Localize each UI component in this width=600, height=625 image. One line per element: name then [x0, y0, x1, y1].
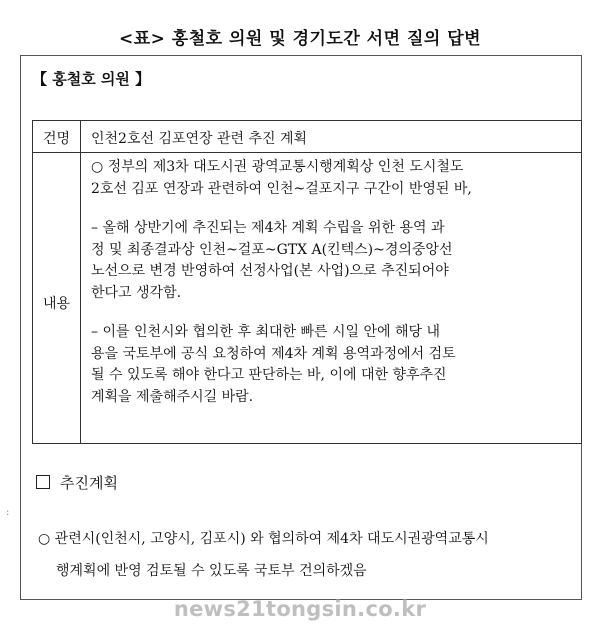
content-line: – 이를 인천시와 협의한 후 최대한 빠른 시일 안에 해당 내	[91, 324, 441, 340]
content-line: 계획을 제출해주시길 바람.	[91, 388, 254, 405]
content-line: – 올해 상반기에 추진되는 제4차 계획 수립을 위한 용역 과	[91, 220, 445, 236]
checkbox-square-icon	[36, 475, 50, 489]
page-title: <표> 홍철호 의원 및 경기도간 서면 질의 답변	[118, 29, 482, 49]
content-label: 내용	[42, 296, 71, 312]
plan-line: ○ 관련시(인천시, 고양시, 김포시) 와 협의하여 제4차 대도시권광역교통시	[38, 531, 489, 547]
section-heading: 【 홍철호 의원 】	[32, 70, 151, 88]
content-body	[91, 157, 577, 408]
content-line: 노선으로 변경 반영하여 선정사업(본 사업)으로 추진되어야	[91, 263, 449, 279]
content-line: 2호선 김포 연장과 관련하여 인천~걸포지구 구간이 반영된 바,	[91, 180, 472, 197]
content-line: 한다고 생각함.	[91, 284, 182, 301]
subject-text: 인천2호선 김포연장 관련 추진 계획	[91, 131, 308, 147]
content-line: 용을 국토부에 공식 요청하여 제4차 계획 용역과정에서 검토	[91, 345, 456, 362]
subject-label: 건명	[42, 131, 71, 147]
inquiry-table	[32, 120, 582, 444]
plan-heading	[36, 472, 118, 493]
plan-line: 행계획에 반영 검토될 수 있도록 국토부 건의하겠음	[56, 563, 367, 579]
plan-body	[38, 523, 489, 587]
column-divider	[80, 121, 81, 443]
content-line: 될 수 있도록 해야 한다고 판단하는 바, 이에 대한 향후추진	[91, 367, 447, 383]
content-line: 정 및 최종결과상 인천~걸포~GTX A(킨텍스)~경의중앙선	[91, 241, 453, 258]
watermark: news21tongsin.co.kr	[173, 597, 427, 621]
margin-mark: :	[6, 507, 10, 518]
content-line: ○ 정부의 제3차 대도시권 광역교통시행계획상 인천 도시철도	[91, 159, 464, 175]
plan-heading-text: 추진계획	[60, 474, 118, 492]
